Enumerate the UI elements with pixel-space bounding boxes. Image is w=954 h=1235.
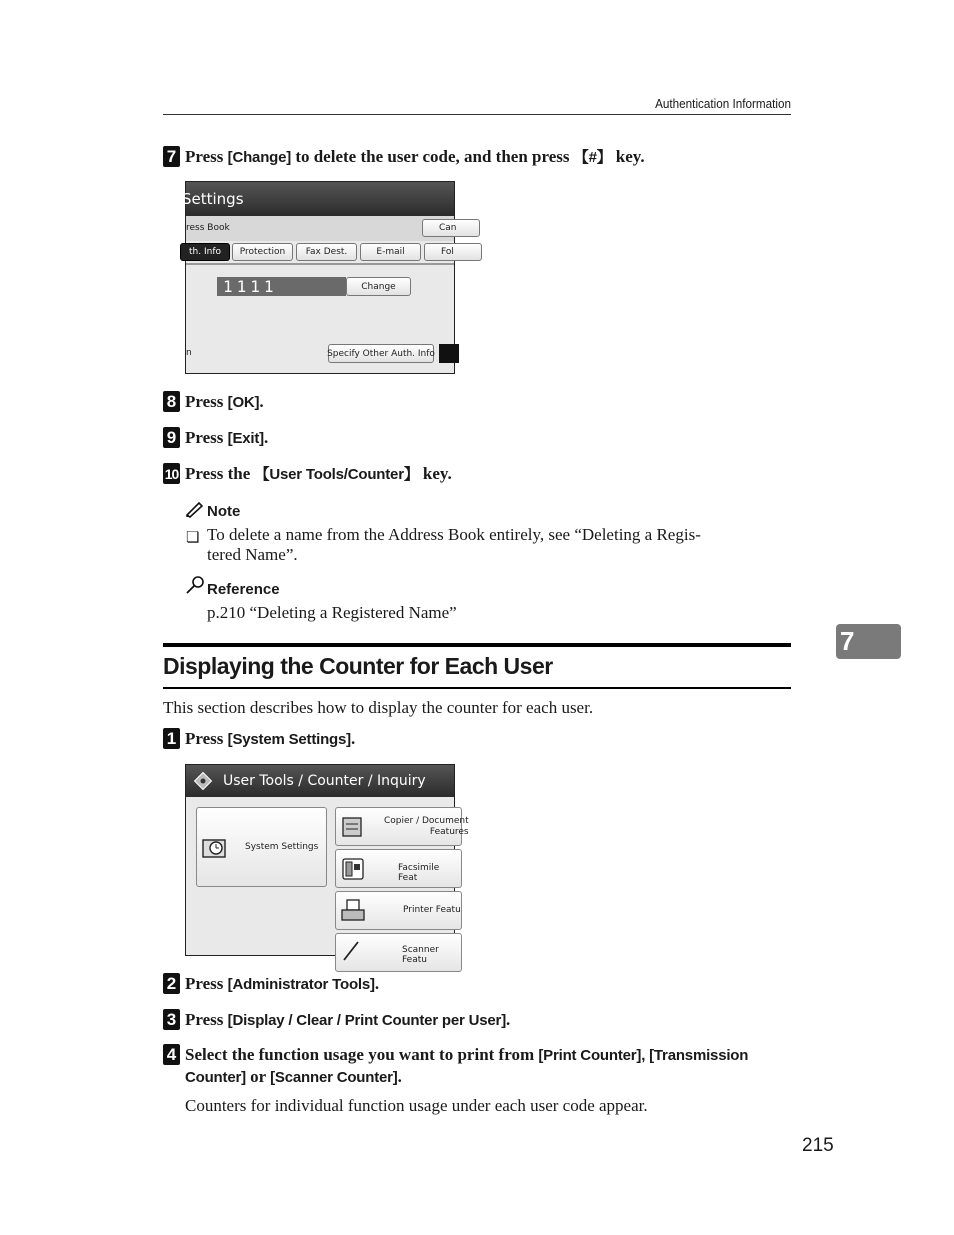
step-1: 1 Press [System Settings]. <box>163 728 355 750</box>
reference-heading: Reference <box>207 581 280 598</box>
checkbox-bullet-icon: ❏ <box>186 530 200 546</box>
system-settings-button[interactable]: System Settings <box>196 807 327 887</box>
section-rule-bottom <box>163 687 791 689</box>
tab-protection[interactable]: Protection <box>232 243 293 261</box>
clock-settings-icon <box>201 834 227 860</box>
tab-fax-dest[interactable]: Fax Dest. <box>296 243 357 261</box>
tab-auth-info[interactable]: th. Info <box>180 243 230 261</box>
hash-key-label: 【#】 <box>573 149 612 166</box>
header-rule <box>163 114 791 115</box>
address-book-label: ress Book <box>186 223 230 233</box>
cancel-button[interactable]: Can <box>422 219 480 237</box>
scanner-counter-label: [Scanner Counter] <box>270 1069 398 1086</box>
note-text: To delete a name from the Address Book entirely, see “Deleting a Regis- tered Name”. <box>207 525 701 564</box>
step-2: 2 Press [Administrator Tools]. <box>163 973 379 995</box>
tab-bar <box>186 241 454 263</box>
print-transmission-label: [Print Counter], [Transmission <box>538 1047 749 1064</box>
step-7: 7 Press [Change] to delete the user code, and then press 【#】 key. <box>163 146 645 168</box>
scanner-features-button[interactable]: Scanner Featu <box>335 933 462 972</box>
screen-titlebar <box>186 765 454 797</box>
running-header: Authentication Information <box>655 96 791 111</box>
screen-titlebar <box>182 182 454 216</box>
copier-features-button[interactable]: Copier / Document Features <box>335 807 462 846</box>
facsimile-features-button[interactable]: Facsimile Feat <box>335 849 462 888</box>
display-clear-print-label: [Display / Clear / Print Counter per User] <box>227 1012 506 1029</box>
tab-email[interactable]: E-mail <box>360 243 421 261</box>
section-intro: This section describes how to display the counter for each user. <box>163 698 594 717</box>
administrator-tools-label: [Administrator Tools] <box>227 976 375 993</box>
section-rule-top <box>163 643 791 647</box>
screenshot-user-tools <box>185 764 469 965</box>
user-tools-icon <box>194 772 212 790</box>
step-10: 10 Press the 【User Tools/Counter】 key. <box>164 464 452 483</box>
fax-icon <box>340 856 366 882</box>
exit-label: [Exit] <box>227 430 264 447</box>
note-heading: Note <box>207 503 241 520</box>
screen-title: User Tools / Counter / Inquiry <box>223 773 426 789</box>
ok-button-edge[interactable] <box>439 344 459 363</box>
change-button[interactable]: Change <box>346 277 411 296</box>
chapter-tab: 7 <box>836 624 901 659</box>
step-3: 3 Press [Display / Clear / Print Counter per User]. <box>163 1009 510 1031</box>
change-label: [Change] <box>227 149 292 166</box>
screen-title: Settings <box>182 190 244 208</box>
user-tools-key-label: 【User Tools/Counter】 <box>254 466 419 483</box>
reference-link[interactable]: p.210 “Deleting a Registered Name” <box>207 603 457 622</box>
scanner-icon <box>340 938 366 964</box>
step-9: 9 Press [Exit]. <box>163 427 268 449</box>
system-settings-label: [System Settings] <box>227 731 351 748</box>
step-4: 4 Select the function usage you want to print from [Print Counter], [Transmission Counter] or [Scanner Counter]. <box>163 1044 748 1088</box>
screenshot-auth-settings: Settings ress Book Can th. Info Protection Fax Dest. E-mail Fol 1111 Change n Specify Other Auth. Info <box>185 181 455 374</box>
pencil-icon <box>185 501 205 522</box>
step-number: 7 <box>163 146 180 167</box>
step-8: 8 Press [OK]. <box>163 391 264 413</box>
step-4-body: Counters for individual function usage under each user code appear. <box>185 1096 648 1115</box>
user-code-field[interactable]: 1111 <box>217 277 346 296</box>
page-number: 215 <box>802 1135 834 1156</box>
printer-icon <box>340 898 366 924</box>
copier-icon <box>340 814 366 840</box>
ok-label: [OK] <box>227 394 260 411</box>
specify-other-auth-button[interactable]: Specify Other Auth. Info <box>328 344 434 363</box>
section-title: Displaying the Counter for Each User <box>163 653 553 679</box>
magnifier-icon <box>185 576 205 599</box>
printer-features-button[interactable]: Printer Featu <box>335 891 462 930</box>
tab-folder[interactable]: Fol <box>424 243 482 261</box>
